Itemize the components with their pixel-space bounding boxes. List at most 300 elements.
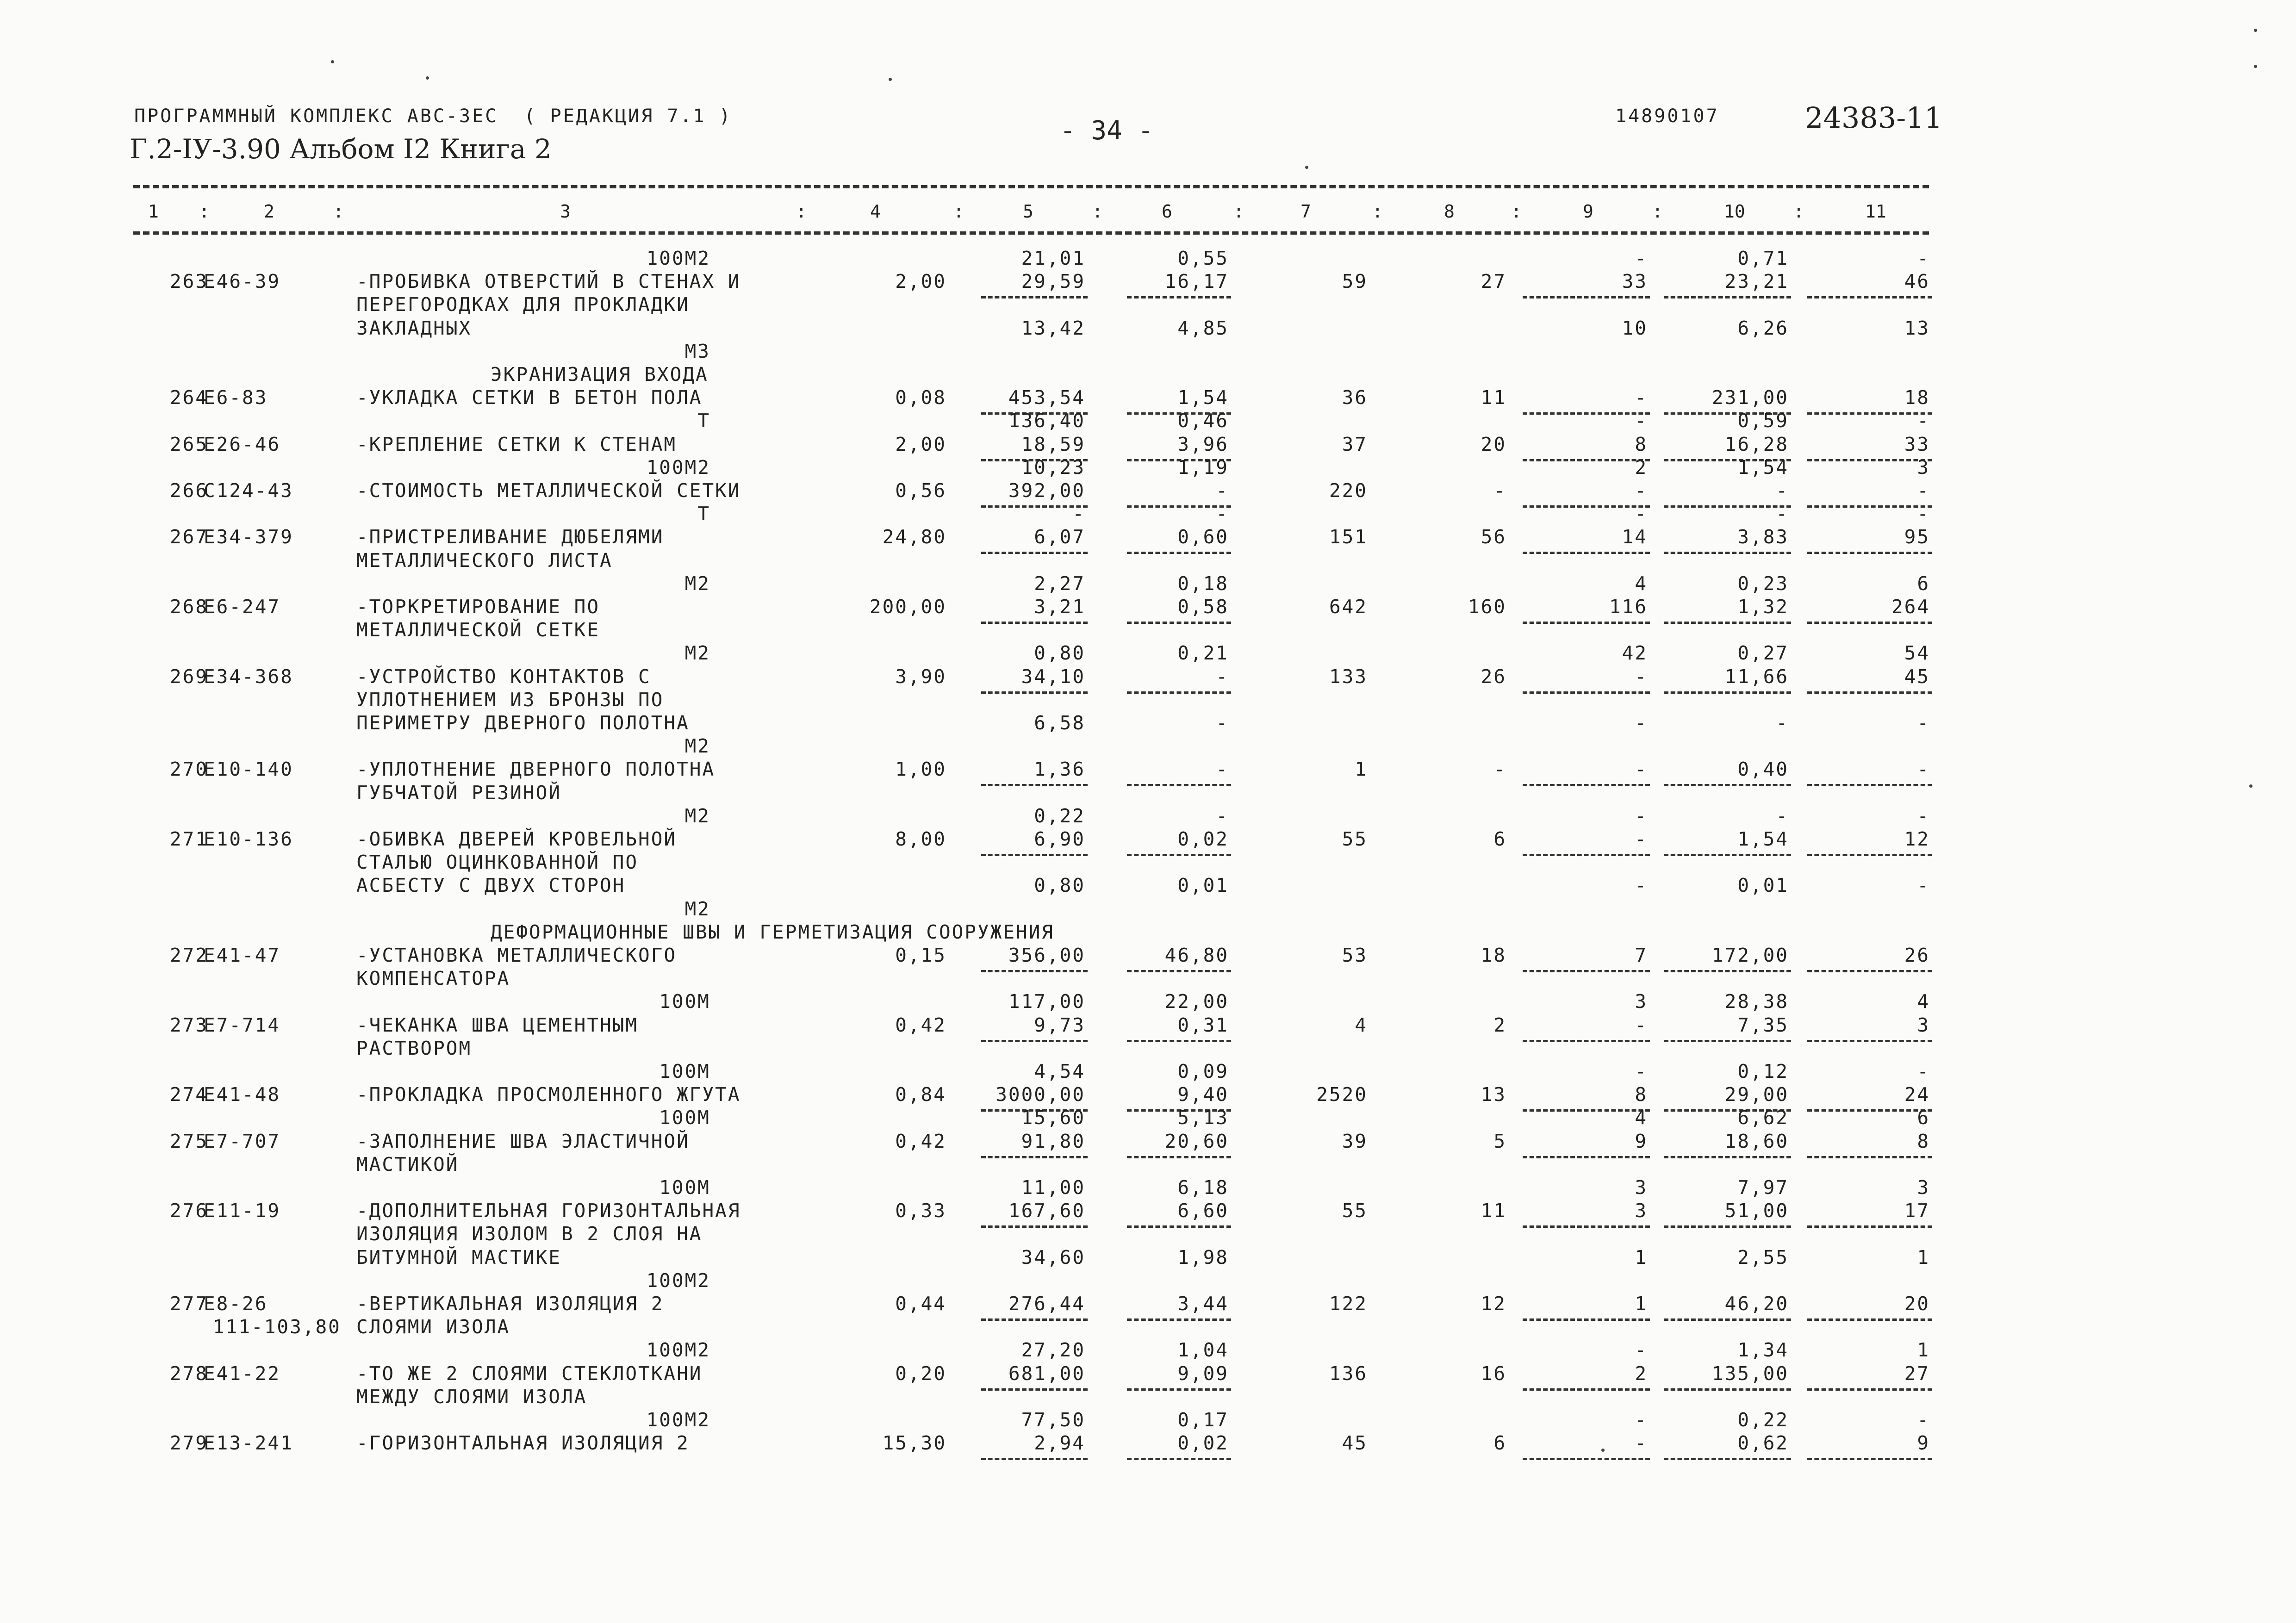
cell-separator: [1807, 854, 1932, 856]
row-number: 263: [169, 270, 208, 293]
work-description: МЕЖДУ СЛОЯМИ ИЗОЛА: [356, 1385, 587, 1408]
rate-code: Е7-714: [204, 1014, 281, 1036]
value-c8: 56: [1481, 526, 1506, 548]
cell-separator: [1664, 1225, 1791, 1228]
lower-value: 1: [1917, 1246, 1930, 1269]
unit-label: 100М: [659, 990, 710, 1013]
upper-value: 4: [1635, 572, 1648, 595]
value-c5: 3000,00: [996, 1083, 1085, 1106]
value-c5: 681,00: [1008, 1362, 1085, 1385]
column-number: 8: [1444, 201, 1455, 222]
value-c6: 3,44: [1177, 1293, 1229, 1315]
row-number: 266: [169, 479, 208, 502]
value-c7: 136: [1329, 1362, 1368, 1385]
cell-separator: [1807, 1318, 1932, 1321]
value-c9: 1: [1635, 1293, 1648, 1315]
cell-separator: [1523, 296, 1650, 298]
upper-value: -: [1776, 804, 1789, 827]
work-description: СЛОЯМИ ИЗОЛА: [356, 1316, 510, 1338]
upper-value: -: [1917, 247, 1930, 269]
work-description: -УСТАНОВКА МЕТАЛЛИЧЕСКОГО: [356, 944, 677, 966]
work-description: -ПРОКЛАДКА ПРОСМОЛЕННОГО ЖГУТА: [356, 1083, 741, 1106]
work-description: МАСТИКОЙ: [356, 1153, 459, 1175]
value-c11: -: [1917, 758, 1930, 781]
cell-separator: [1127, 1156, 1231, 1158]
value-c6: 3,96: [1177, 433, 1229, 455]
header-separator: [133, 231, 1929, 235]
cell-separator: [981, 622, 1088, 624]
cell-separator: [1127, 296, 1231, 298]
rate-code: Е6-247: [204, 596, 281, 618]
cell-separator: [1664, 784, 1791, 786]
value-c10: 16,28: [1724, 433, 1789, 455]
lower-value: -: [1635, 712, 1648, 734]
work-description: ПЕРЕГОРОДКАХ ДЛЯ ПРОКЛАДКИ: [356, 293, 690, 316]
value-c10: 11,66: [1724, 665, 1789, 688]
work-description: -УСТРОЙСТВО КОНТАКТОВ С: [356, 665, 651, 688]
upper-value: 15,60: [1021, 1107, 1085, 1129]
value-c5: 6,07: [1034, 526, 1085, 548]
lower-value: 10: [1622, 317, 1648, 339]
value-c11: 20: [1904, 1293, 1930, 1315]
section-heading: ДЕФОРМАЦИОННЫЕ ШВЫ И ГЕРМЕТИЗАЦИЯ СООРУЖЕНИЯ: [491, 920, 1055, 943]
value-c11: 9: [1917, 1432, 1930, 1455]
cell-separator: [981, 1225, 1088, 1228]
upper-value: -: [1635, 1339, 1648, 1362]
unit-label: Т: [697, 503, 710, 525]
upper-value: -: [1917, 1060, 1930, 1082]
cell-separator: [1127, 854, 1231, 856]
upper-value: 1,19: [1177, 456, 1229, 479]
lower-value: 1,98: [1177, 1246, 1229, 1269]
cell-separator: [1664, 970, 1791, 972]
value-c5: 18,59: [1021, 433, 1085, 455]
row-number: 270: [169, 758, 208, 781]
value-c10: 7,35: [1737, 1014, 1789, 1036]
upper-value: -: [1635, 1409, 1648, 1431]
cell-separator: [1127, 1225, 1231, 1228]
value-c6: -: [1216, 758, 1229, 781]
upper-value: -: [1917, 410, 1930, 432]
value-c11: 12: [1904, 828, 1930, 850]
value-c7: 133: [1329, 665, 1368, 688]
value-c8: -: [1493, 479, 1506, 502]
rate-code: С124-43: [204, 479, 293, 502]
work-description: МЕТАЛЛИЧЕСКОГО ЛИСТА: [356, 549, 613, 572]
row-number: 272: [169, 944, 208, 966]
cell-separator: [1127, 552, 1231, 554]
value-c10: 172,00: [1711, 944, 1789, 966]
value-c6: 0,60: [1177, 526, 1229, 548]
value-c5: 356,00: [1008, 944, 1085, 966]
value-c9: -: [1635, 386, 1648, 409]
value-c7: 2520: [1316, 1083, 1368, 1106]
handwritten-number: 24383-11: [1805, 101, 1943, 135]
value-c5: 34,10: [1021, 665, 1085, 688]
value-c10: 18,60: [1724, 1130, 1789, 1152]
work-description: -ТОРКРЕТИРОВАНИЕ ПО: [356, 596, 600, 618]
value-c7: 59: [1342, 270, 1368, 293]
row-number: 273: [169, 1014, 208, 1036]
unit-label: 100М2: [646, 456, 710, 479]
upper-value: 42: [1622, 642, 1648, 665]
upper-value: 1: [1917, 1339, 1930, 1362]
cell-separator: [981, 1156, 1088, 1158]
value-c11: 24: [1904, 1083, 1930, 1106]
value-c5: 453,54: [1008, 386, 1085, 409]
cell-separator: [1807, 1040, 1932, 1042]
value-c6: -: [1216, 479, 1229, 502]
rate-code: Е8-26: [204, 1293, 268, 1315]
column-number: 6: [1162, 201, 1172, 222]
unit-label: Т: [697, 410, 710, 432]
value-c10: 29,00: [1724, 1083, 1789, 1106]
upper-value: 11,00: [1021, 1176, 1085, 1199]
lower-value: 13: [1904, 317, 1930, 339]
value-c4: 2,00: [895, 270, 946, 293]
cell-separator: [1523, 505, 1650, 508]
value-c6: 9,09: [1177, 1362, 1229, 1385]
upper-value: 3: [1917, 1176, 1930, 1199]
row-number: 276: [169, 1200, 208, 1222]
value-c10: 3,83: [1737, 526, 1789, 548]
cell-separator: [1664, 505, 1791, 508]
value-c7: 220: [1329, 479, 1368, 502]
value-c7: 122: [1329, 1293, 1368, 1315]
upper-value: -: [1635, 503, 1648, 525]
cell-separator: [1807, 505, 1932, 508]
value-c11: 26: [1904, 944, 1930, 966]
work-description: -ПРИСТРЕЛИВАНИЕ ДЮБЕЛЯМИ: [356, 526, 664, 548]
cell-separator: [1807, 1225, 1932, 1228]
value-c10: 1,32: [1737, 596, 1789, 618]
cell-separator: [1523, 1318, 1650, 1321]
cell-separator: [1523, 1109, 1650, 1112]
rate-code: Е41-47: [204, 944, 281, 966]
upper-value: 0,09: [1177, 1060, 1229, 1082]
value-c10: 231,00: [1711, 386, 1789, 409]
value-c8: 2: [1493, 1014, 1506, 1036]
value-c9: -: [1635, 758, 1648, 781]
cell-separator: [1664, 1040, 1791, 1042]
value-c11: 18: [1904, 386, 1930, 409]
cell-separator: [1664, 1318, 1791, 1321]
row-number: 279: [169, 1432, 208, 1455]
column-number: 4: [870, 201, 881, 222]
top-separator: [133, 185, 1929, 188]
unit-label: 100М2: [646, 1409, 710, 1431]
upper-value: -: [1635, 1060, 1648, 1082]
row-number: 271: [169, 828, 208, 850]
value-c8: 16: [1481, 1362, 1506, 1385]
upper-value: 0,59: [1737, 410, 1789, 432]
upper-value: 0,17: [1177, 1409, 1229, 1431]
upper-value: 1,54: [1737, 456, 1789, 479]
value-c7: 45: [1342, 1432, 1368, 1455]
cell-separator: [981, 854, 1088, 856]
row-number: 274: [169, 1083, 208, 1106]
lower-value: 0,80: [1034, 874, 1085, 897]
upper-value: 3: [1635, 1176, 1648, 1199]
value-c9: 2: [1635, 1362, 1648, 1385]
value-c6: 46,80: [1164, 944, 1229, 966]
cell-separator: [1807, 1458, 1932, 1460]
rate-code: Е6-83: [204, 386, 268, 409]
lower-value: 0,01: [1737, 874, 1789, 897]
program-header: ПРОГРАММНЫЙ КОМПЛЕКС АВС-3ЕС ( РЕДАКЦИЯ 7.1 ): [134, 106, 732, 127]
cell-separator: [1127, 1388, 1231, 1391]
cell-separator: [1127, 505, 1231, 508]
cell-separator: [1523, 691, 1650, 694]
cell-separator: [1523, 1040, 1650, 1042]
work-description: -ВЕРТИКАЛЬНАЯ ИЗОЛЯЦИЯ 2: [356, 1293, 664, 1315]
work-description: БИТУМНОЙ МАСТИКЕ: [356, 1246, 561, 1269]
value-c5: 276,44: [1008, 1293, 1085, 1315]
cell-separator: [1664, 691, 1791, 694]
upper-value: 2,27: [1034, 572, 1085, 595]
value-c11: 46: [1904, 270, 1930, 293]
cell-separator: [1807, 622, 1932, 624]
value-c6: 20,60: [1164, 1130, 1229, 1152]
value-c9: -: [1635, 828, 1648, 850]
unit-label: М3: [684, 340, 710, 362]
cell-separator: [1523, 1156, 1650, 1158]
lower-value: 4,85: [1177, 317, 1229, 339]
cell-separator: [1664, 622, 1791, 624]
cell-separator: [1127, 691, 1231, 694]
value-c4: 0,20: [895, 1362, 946, 1385]
cell-separator: [981, 1318, 1088, 1321]
cell-separator: [1664, 1388, 1791, 1391]
work-description: -УКЛАДКА СЕТКИ В БЕТОН ПОЛА: [356, 386, 703, 409]
value-c9: -: [1635, 479, 1648, 502]
work-description: ГУБЧАТОЙ РЕЗИНОЙ: [356, 781, 561, 804]
value-c8: 20: [1481, 433, 1506, 455]
value-c10: 1,54: [1737, 828, 1789, 850]
column-number: 1: [148, 201, 159, 222]
upper-value: -: [1635, 410, 1648, 432]
column-number: 7: [1300, 201, 1311, 222]
row-number: 277: [169, 1293, 208, 1315]
value-c9: 14: [1622, 526, 1648, 548]
value-c9: 3: [1635, 1200, 1648, 1222]
section-heading: ЭКРАНИЗАЦИЯ ВХОДА: [491, 363, 709, 386]
upper-value: 0,27: [1737, 642, 1789, 665]
value-c7: 37: [1342, 433, 1368, 455]
column-separator: :: [199, 201, 210, 222]
upper-value: -: [1072, 503, 1085, 525]
value-c11: 33: [1904, 433, 1930, 455]
value-c7: 4: [1355, 1014, 1368, 1036]
upper-value: 117,00: [1008, 990, 1085, 1013]
value-c4: 1,00: [895, 758, 946, 781]
unit-label: М2: [684, 642, 710, 665]
value-c11: 8: [1917, 1130, 1930, 1152]
value-c7: 642: [1329, 596, 1368, 618]
rate-code: Е7-707: [204, 1130, 281, 1152]
upper-value: 0,21: [1177, 642, 1229, 665]
cell-separator: [1664, 1458, 1791, 1460]
scan-speck: [889, 78, 892, 81]
work-description: КОМПЕНСАТОРА: [356, 967, 510, 990]
cell-separator: [1664, 854, 1791, 856]
value-c10: 0,40: [1737, 758, 1789, 781]
cell-separator: [1664, 1156, 1791, 1158]
cell-separator: [1523, 412, 1650, 415]
value-c8: 12: [1481, 1293, 1506, 1315]
value-c6: 9,40: [1177, 1083, 1229, 1106]
value-c4: 0,33: [895, 1200, 946, 1222]
column-number: 11: [1865, 201, 1886, 222]
unit-label: 100М2: [646, 247, 710, 269]
scan-speck: [331, 60, 334, 63]
cell-separator: [1523, 1388, 1650, 1391]
value-c8: 5: [1493, 1130, 1506, 1152]
upper-value: 0,22: [1034, 804, 1085, 827]
cell-separator: [1807, 1156, 1932, 1158]
value-c9: 8: [1635, 433, 1648, 455]
work-description: -ПРОБИВКА ОТВЕРСТИЙ В СТЕНАХ И: [356, 270, 741, 293]
upper-value: 6: [1917, 1107, 1930, 1129]
upper-value: 0,46: [1177, 410, 1229, 432]
value-c7: 55: [1342, 828, 1368, 850]
cell-separator: [1807, 1388, 1932, 1391]
work-description: -ОБИВКА ДВЕРЕЙ КРОВЕЛЬНОЙ: [356, 828, 677, 850]
column-separator: :: [1511, 201, 1522, 222]
row-number: 268: [169, 596, 208, 618]
value-c6: 6,60: [1177, 1200, 1229, 1222]
rate-code: Е34-379: [204, 526, 293, 548]
column-number: 2: [264, 201, 274, 222]
value-c8: 13: [1481, 1083, 1506, 1106]
scan-speck: [2254, 29, 2257, 32]
upper-value: -: [1216, 503, 1229, 525]
upper-value: 4: [1917, 990, 1930, 1013]
scan-speck: [2249, 784, 2252, 788]
work-description: ЗАКЛАДНЫХ: [356, 317, 472, 339]
value-c5: 392,00: [1008, 479, 1085, 502]
upper-value: 6: [1917, 572, 1930, 595]
column-separator: :: [1372, 201, 1383, 222]
upper-value: -: [1216, 804, 1229, 827]
cell-separator: [981, 296, 1088, 298]
value-c5: 9,73: [1034, 1014, 1085, 1036]
column-number: 5: [1023, 201, 1033, 222]
cell-separator: [1807, 412, 1932, 415]
unit-label: М2: [684, 897, 710, 920]
value-c4: 2,00: [895, 433, 946, 455]
work-description: -КРЕПЛЕНИЕ СЕТКИ К СТЕНАМ: [356, 433, 677, 455]
rate-code: Е41-22: [204, 1362, 281, 1385]
value-c11: 17: [1904, 1200, 1930, 1222]
cell-separator: [1127, 970, 1231, 972]
upper-value: -: [1635, 247, 1648, 269]
value-c10: 51,00: [1724, 1200, 1789, 1222]
column-number: 10: [1724, 201, 1745, 222]
scan-speck: [1601, 1449, 1605, 1452]
value-c4: 0,15: [895, 944, 946, 966]
lower-value: 13,42: [1021, 317, 1085, 339]
unit-label: 100М: [659, 1060, 710, 1082]
rate-code: Е46-39: [204, 270, 281, 293]
work-description: СТАЛЬЮ ОЦИНКОВАННОЙ ПО: [356, 851, 639, 874]
rate-code: Е10-140: [204, 758, 293, 781]
value-c5: 167,60: [1008, 1200, 1085, 1222]
upper-value: 7,97: [1737, 1176, 1789, 1199]
upper-value: 2: [1635, 456, 1648, 479]
value-c11: 95: [1904, 526, 1930, 548]
value-c5: 3,21: [1034, 596, 1085, 618]
upper-value: -: [1635, 804, 1648, 827]
value-c4: 0,42: [895, 1014, 946, 1036]
upper-value: 3: [1635, 990, 1648, 1013]
upper-value: 0,18: [1177, 572, 1229, 595]
cell-separator: [1127, 784, 1231, 786]
upper-value: 0,22: [1737, 1409, 1789, 1431]
value-c11: 45: [1904, 665, 1930, 688]
column-separator: :: [333, 201, 344, 222]
upper-value: 136,40: [1008, 410, 1085, 432]
upper-value: 27,20: [1021, 1339, 1085, 1362]
value-c11: -: [1917, 479, 1930, 502]
value-c4: 0,84: [895, 1083, 946, 1106]
value-c9: -: [1635, 1014, 1648, 1036]
lower-value: -: [1216, 712, 1229, 734]
rate-code: Е41-48: [204, 1083, 281, 1106]
cell-separator: [981, 1458, 1088, 1460]
column-separator: :: [1092, 201, 1103, 222]
value-c6: 16,17: [1164, 270, 1229, 293]
cell-separator: [1523, 970, 1650, 972]
unit-label: 100М2: [646, 1269, 710, 1292]
value-c4: 24,80: [882, 526, 946, 548]
work-description: -ЗАПОЛНЕНИЕ ШВА ЭЛАСТИЧНОЙ: [356, 1130, 690, 1152]
upper-value: 22,00: [1164, 990, 1229, 1013]
value-c9: 7: [1635, 944, 1648, 966]
lower-value: 0,01: [1177, 874, 1229, 897]
page-number: - 34 -: [1060, 116, 1154, 146]
cell-separator: [1127, 622, 1231, 624]
value-c4: 0,44: [895, 1293, 946, 1315]
upper-value: 0,55: [1177, 247, 1229, 269]
cell-separator: [1664, 296, 1791, 298]
cell-separator: [1807, 784, 1932, 786]
rate-code-extra: 111-103,80: [213, 1316, 341, 1338]
work-description: -ДОПОЛНИТЕЛЬНАЯ ГОРИЗОНТАЛЬНАЯ: [356, 1200, 741, 1222]
value-c4: 0,08: [895, 386, 946, 409]
upper-value: 1,04: [1177, 1339, 1229, 1362]
lower-value: 1: [1635, 1246, 1648, 1269]
unit-label: 100М: [659, 1176, 710, 1199]
column-separator: :: [796, 201, 807, 222]
album-title: Г.2-IУ-3.90 Альбом I2 Книга 2: [130, 133, 552, 165]
rate-code: Е13-241: [204, 1432, 293, 1455]
lower-value: -: [1635, 874, 1648, 897]
upper-value: 6,18: [1177, 1176, 1229, 1199]
value-c8: 6: [1493, 1432, 1506, 1455]
cell-separator: [1523, 784, 1650, 786]
cell-separator: [1807, 970, 1932, 972]
value-c11: 264: [1891, 596, 1930, 618]
unit-label: М2: [684, 572, 710, 595]
upper-value: 0,71: [1737, 247, 1789, 269]
cell-separator: [1807, 296, 1932, 298]
work-description: ИЗОЛЯЦИЯ ИЗОЛОМ В 2 СЛОЯ НА: [356, 1223, 703, 1245]
row-number: 275: [169, 1130, 208, 1152]
value-c11: 3: [1917, 1014, 1930, 1036]
upper-value: 1,34: [1737, 1339, 1789, 1362]
value-c8: 26: [1481, 665, 1506, 688]
